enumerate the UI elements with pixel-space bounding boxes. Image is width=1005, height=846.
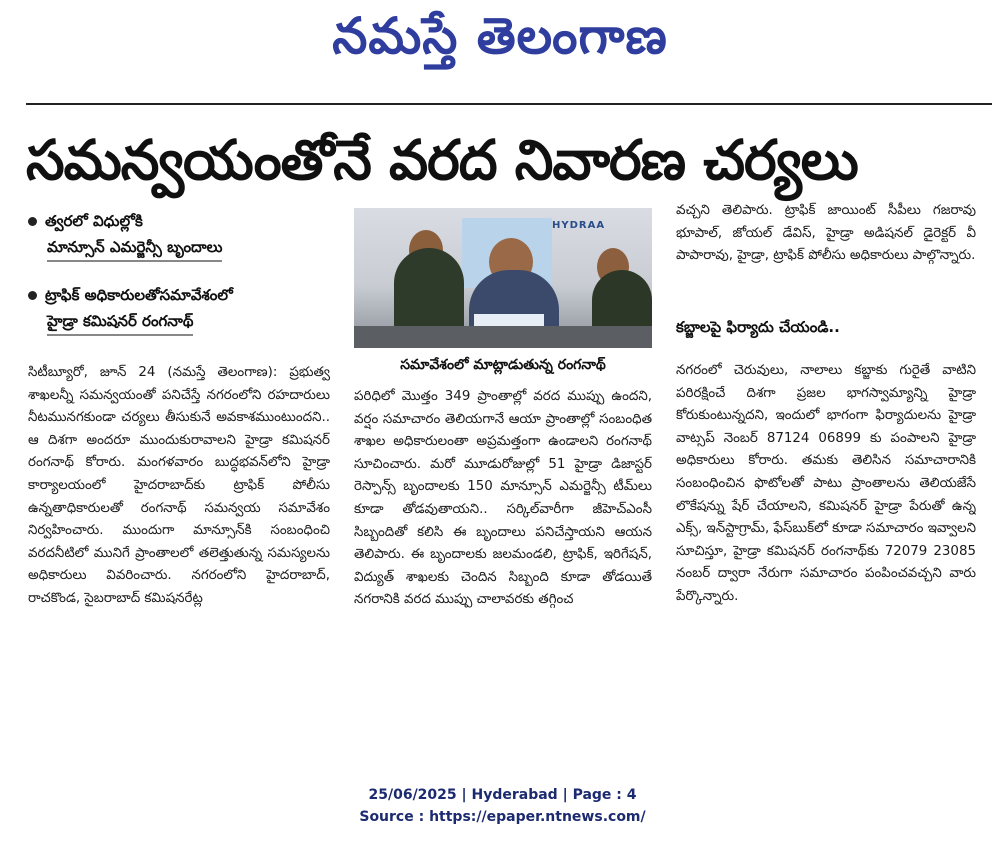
masthead-title: నమస్తే తెలంగాణ — [332, 6, 668, 65]
bullet-dot-icon — [28, 291, 37, 300]
article-column-1 — [28, 362, 330, 762]
photo-nameplate — [474, 314, 544, 326]
bullet-1-line-1: త్వరలో విధుల్లోకి — [45, 212, 143, 230]
section-subheading: కబ్జాలపై ఫిర్యాదు చేయండి.. — [676, 318, 840, 336]
footer-source-line: Source : https://epaper.ntnews.com/ — [359, 809, 646, 825]
footer-date-line: 25/06/2025 | Hyderabad | Page : 4 — [368, 787, 637, 803]
bullet-2-line-2: హైడ్రా కమిషనర్ రంగనాథ్ — [47, 308, 193, 336]
column-3-top-text: వచ్చని తెలిపారు. ట్రాఫిక్ జాయింట్ సీపీలు గజరావు భూపాల్, జోయల్ డేవిస్, హైడ్రా అడిషనల్ డైరెక్టర్ వీ పాపారావు, హైడ్రా, ట్రాఫిక్ పోలీసు అధికారులు పాల్గొన్నారు. — [676, 203, 976, 264]
photo-logo: HYDRAA — [552, 220, 606, 231]
bullet-2-line-1: ట్రాఫిక్ అధికారులతోసమావేశంలో — [45, 286, 233, 304]
highlight-bullet-2 — [28, 282, 328, 336]
highlight-bullet-1 — [28, 208, 328, 262]
column-3-bottom-text: నగరంలో చెరువులు, నాలాలు కబ్జాకు గురైతే వాటిని పరిరక్షించే దిశగా ప్రజల భాగస్వామ్యాన్ని హైడ్రా కోరుకుంటున్నదని, ఇందులో భాగంగా ఫిర్యాదులను హైడ్రా వాట్సప్ నెంబర్ 87124 06899 కు పంపాలని హైడ్రా అధికారులు కోరారు. తమకు తెలిసిన సమాచారానికి సంబంధించిన ఫొటోలతో పాటు ప్రాంతాలను తెలియజేసే లొకేషన్ను షేర్ చేయాలని, కమిషనర్ హైడ్రా పేరుతో ఉన్న ఎక్స్, ఇన్‌స్టాగ్రామ్, ఫేస్‌బుక్‌లో కూడా సమాచారం ఇవ్వాలని సూచిస్తూ, హైడ్రా కమిషనర్ రంగనాథ్‌కు 72079 23085 నంబర్ ద్వారా నేరుగా సమాచారం పంపించవచ్చని వారు పేర్కొన్నారు. — [676, 363, 976, 604]
article-headline: సమన్వయంతోనే వరద నివారణ చర్యలు — [26, 128, 858, 192]
article-column-3-bottom — [676, 360, 976, 750]
bullet-dot-icon — [28, 217, 37, 226]
photo-desk — [354, 326, 652, 348]
masthead — [290, 6, 710, 78]
article-column-3-top — [676, 200, 976, 312]
article-column-2 — [354, 386, 652, 762]
photo-caption: సమావేశంలో మాట్లాడుతున్న రంగనాథ్ — [400, 357, 606, 373]
column-2-text: పరిధిలో మొత్తం 349 ప్రాంతాల్లో వరద ముప్పు ఉందని, వర్షం సమాచారం తెలియగానే ఆయా ప్రాంతాల్లో సంబంధిత శాఖల అధికారులంతా అప్రమత్తంగా ఉండాలని రంగనాథ్ సూచించారు. మరో మూడురోజుల్లో 51 హైడ్రా డిజాస్టర్ రెస్పాన్స్ బృందాలకు 150 మాన్సూన్ ఎమర్జెన్సీ టీమ్‌లు కూడా తోడవుతాయని.. సర్కిల్‌వారీగా జీహెచ్ఎంసీ సిబ్బందితో కలిసి ఈ బృందాలు పనిచేస్తాయని ఆయన తెలిపారు. ఈ బృందాలకు జలమండలి, ట్రాఫిక్, ఇరిగేషన్, విద్యుత్ శాఖలకు చెందిన సిబ్బంది కూడా తోడయితే నగరానికి వరద ముప్పు చాలావరకు తగ్గించ — [354, 389, 652, 608]
page-footer — [0, 784, 1005, 828]
meeting-photo — [354, 208, 652, 348]
bullet-1-line-2: మాన్సూన్ ఎమర్జెన్సీ బృందాలు — [47, 234, 222, 262]
column-1-text: సిటీబ్యూరో, జూన్ 24 (నమస్తే తెలంగాణ): ప్రభుత్వ శాఖలన్నీ సమన్వయంతో పనిచేస్తే నగరంలోని రహదారులు నీటమునగకుండా చర్యలు తీసుకునే అవకాశముంటుందని.. ఆ దిశగా అందరూ ముందుకురావాలని హైడ్రా కమిషనర్ రంగనాథ్ కోరారు. మంగళవారం బుద్ధభవన్‌లోని హైడ్రా కార్యాలయంలో హైదరాబాద్‌కు ట్రాఫిక్ పోలీసు ఉన్నతాధికారులతో రంగనాథ్ సమన్వయ సమావేశం నిర్వహించారు. ముందుగా మాన్సూన్‌కి సంబంధించి వరదనీటిలో మునిగే ప్రాంతాలలో తలెత్తుతున్న సమస్యలను అధికారులు వివరించారు. నగరంలోని హైదరాబాద్, రాచకొండ, సైబరాబాద్ కమిషనరేట్ల — [28, 365, 330, 606]
masthead-divider — [26, 103, 992, 105]
